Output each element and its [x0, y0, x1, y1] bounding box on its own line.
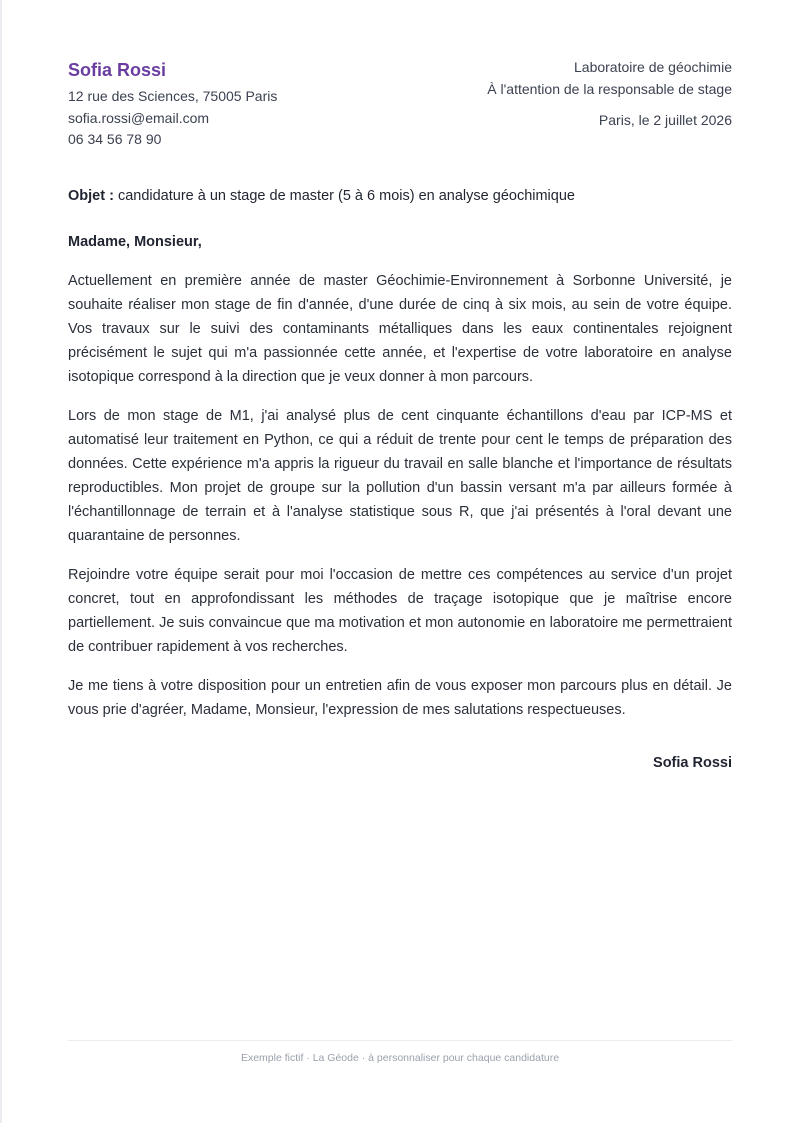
- recipient-organization: Laboratoire de géochimie: [574, 59, 732, 75]
- recipient-block: [487, 56, 732, 131]
- place-date: Paris, le 2 juillet 2026: [598, 112, 732, 128]
- salutation: Madame, Monsieur,: [68, 234, 202, 250]
- subject-text: candidature à un stage de master (5 à 6 mois) en analyse géochimique: [113, 188, 575, 204]
- footer-divider: [68, 1040, 732, 1041]
- sender-name: Sofia Rossi: [68, 60, 167, 80]
- body-paragraph-4: Je me tiens à votre disposition pour un entretien afin de vous exposer mon parcours plus en détail. Je vous prie d'agréer, Madame, Monsieur, l'expression de mes salutations respectueuses.: [68, 678, 732, 718]
- letter-body: [68, 269, 732, 737]
- signature: Sofia Rossi: [653, 755, 732, 771]
- recipient-attention: À l'attention de la responsable de stage: [487, 81, 732, 97]
- body-paragraph-3: Rejoindre votre équipe serait pour moi l'occasion de mettre ces compétences au service d'un projet concret, tout en approfondissant les méthodes de traçage isotopique que je maîtrise encore partiellement. Je suis convaincue que ma motivation et mon autonomie en laboratoire me permettraient de contribuer rapidement à vos recherches.: [68, 567, 732, 655]
- sender-phone: 06 34 56 78 90: [68, 131, 162, 147]
- sender-block: [68, 56, 277, 151]
- body-paragraph-2: Lors de mon stage de M1, j'ai analysé plus de cent cinquante échantillons d'eau par ICP-MS et automatisé leur traitement en Python, ce qui a réduit de trente pour cent le temps de préparation des données. Cette expérience m'a appris la rigueur du travail en salle blanche et l'importance de résultats reproductibles. Mon projet de groupe sur la pollution d'un bassin versant m'a par ailleurs formée à l'échantillonnage de terrain et à l'analyse statistique sous R, que j'ai présentés à l'oral devant une quarantaine de personnes.: [68, 408, 732, 544]
- sender-email: sofia.rossi@email.com: [68, 109, 210, 126]
- subject-label: Objet :: [68, 188, 114, 204]
- footer-note: Exemple fictif · La Géode · à personnaliser pour chaque candidature: [240, 1052, 560, 1064]
- letter-header: [68, 56, 732, 156]
- subject-line: [68, 185, 732, 207]
- body-paragraph-1: Actuellement en première année de master Géochimie-Environnement à Sorbonne Université, je souhaite réaliser mon stage de fin d'année, d'une durée de cinq à six mois, au sein de votre équipe. Vos travaux sur le suivi des contaminants métalliques dans les eaux continentales rejoignent précisément le sujet qui m'a passionnée cette année, et l'expertise de votre laboratoire en analyse isotopique correspond à la direction que je veux donner à mon parcours.: [68, 273, 732, 385]
- sender-address: 12 rue des Sciences, 75005 Paris: [68, 88, 278, 104]
